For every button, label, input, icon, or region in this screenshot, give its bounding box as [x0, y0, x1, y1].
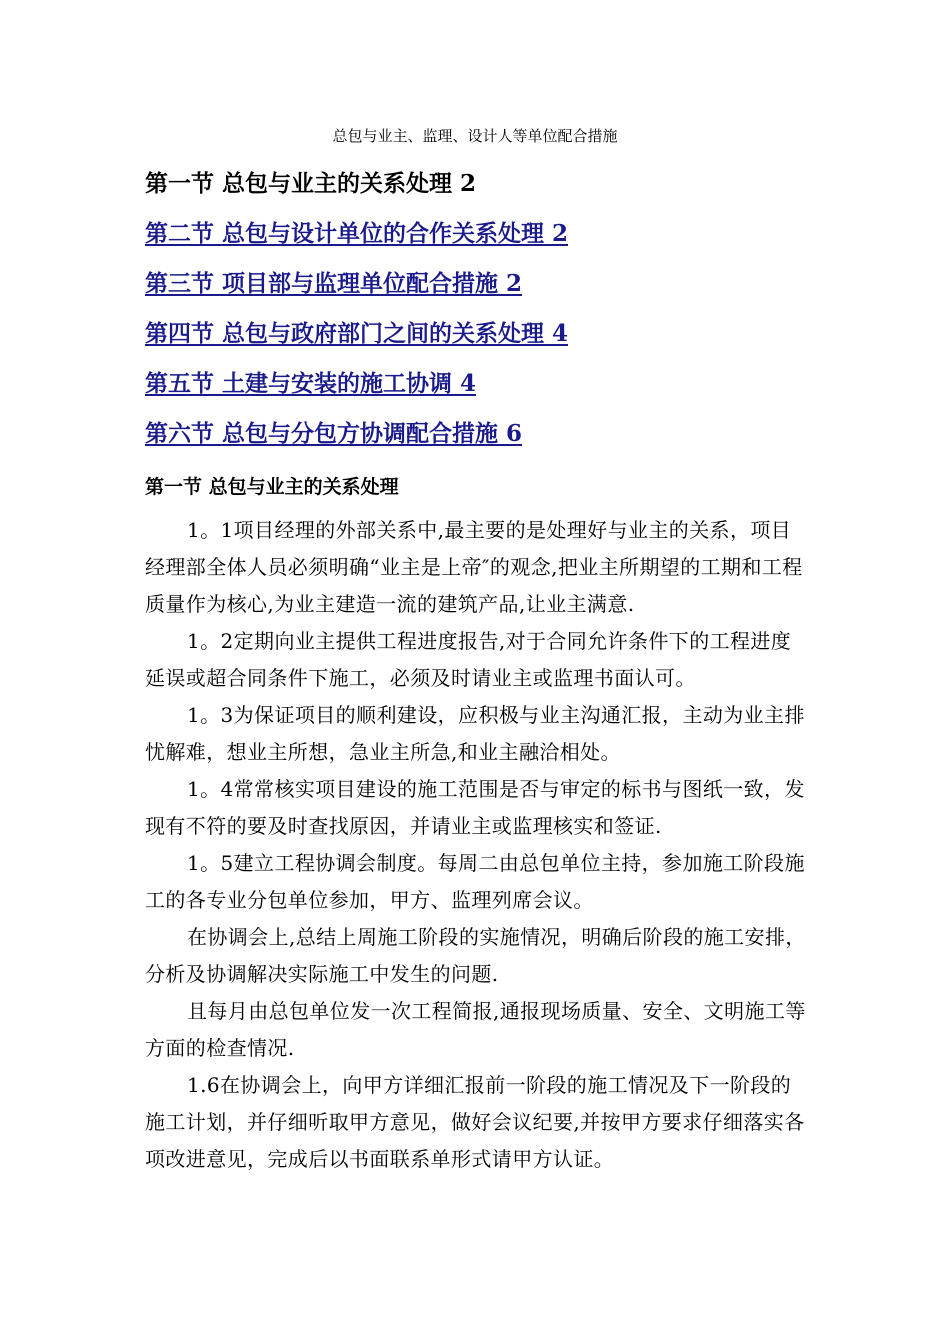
paragraph: 1。3为保证项目的顺利建设，应积极与业主沟通汇报，主动为业主排忧解难，想业主所想，急业主所急,和业主融洽相处。 — [145, 703, 805, 764]
toc-entry-2[interactable] — [145, 216, 845, 266]
paragraph: 1.6在协调会上，向甲方详细汇报前一阶段的施工情况及下一阶段的施工计划，并仔细听取甲方意见，做好会议纪要,并按甲方要求仔细落实各项改进意见，完成后以书面联系单形式请甲方认证。 — [145, 1073, 805, 1171]
toc-link-5[interactable]: 第五节 土建与安装的施工协调 4 — [145, 370, 477, 397]
toc-entry-3[interactable] — [145, 266, 845, 316]
toc-link-2[interactable]: 第二节 总包与设计单位的合作关系处理 2 — [145, 220, 569, 247]
toc-entry-1: 第一节 总包与业主的关系处理 2 — [145, 170, 477, 197]
toc-link-6[interactable]: 第六节 总包与分包方协调配合措施 6 — [145, 420, 523, 447]
toc-entry-6[interactable] — [145, 416, 845, 466]
toc-entry-5[interactable] — [145, 366, 845, 416]
paragraph: 1。4常常核实项目建设的施工范围是否与审定的标书与图纸一致，发现有不符的要及时查找原因，并请业主或监理核实和签证. — [145, 777, 805, 838]
document-title: 总包与业主、监理、设计人等单位配合措施 — [332, 127, 618, 145]
paragraph: 1。1项目经理的外部关系中,最主要的是处理好与业主的关系，项目经理部全体人员必须明确“业主是上帝″的观念,把业主所期望的工期和工程质量作为核心,为业主建造一流的建筑产品,让业主满意. — [145, 518, 803, 616]
section-heading: 第一节 总包与业主的关系处理 — [145, 476, 399, 498]
toc-link-4[interactable]: 第四节 总包与政府部门之间的关系处理 4 — [145, 320, 569, 347]
table-of-contents — [145, 166, 845, 466]
toc-entry-4[interactable] — [145, 316, 845, 366]
toc-link-3[interactable]: 第三节 项目部与监理单位配合措施 2 — [145, 270, 523, 297]
paragraph: 且每月由总包单位发一次工程简报,通报现场质量、安全、文明施工等方面的检查情况. — [145, 999, 806, 1060]
paragraph: 1。5建立工程协调会制度。每周二由总包单位主持，参加施工阶段施工的各专业分包单位参加，甲方、监理列席会议。 — [145, 851, 805, 912]
paragraph: 在协调会上,总结上周施工阶段的实施情况，明确后阶段的施工安排，分析及协调解决实际施工中发生的问题. — [145, 925, 806, 986]
paragraph: 1。2定期向业主提供工程进度报告,对于合同允许条件下的工程进度延误或超合同条件下施工，必须及时请业主或监理书面认可。 — [145, 629, 792, 690]
section-body — [145, 512, 810, 1178]
